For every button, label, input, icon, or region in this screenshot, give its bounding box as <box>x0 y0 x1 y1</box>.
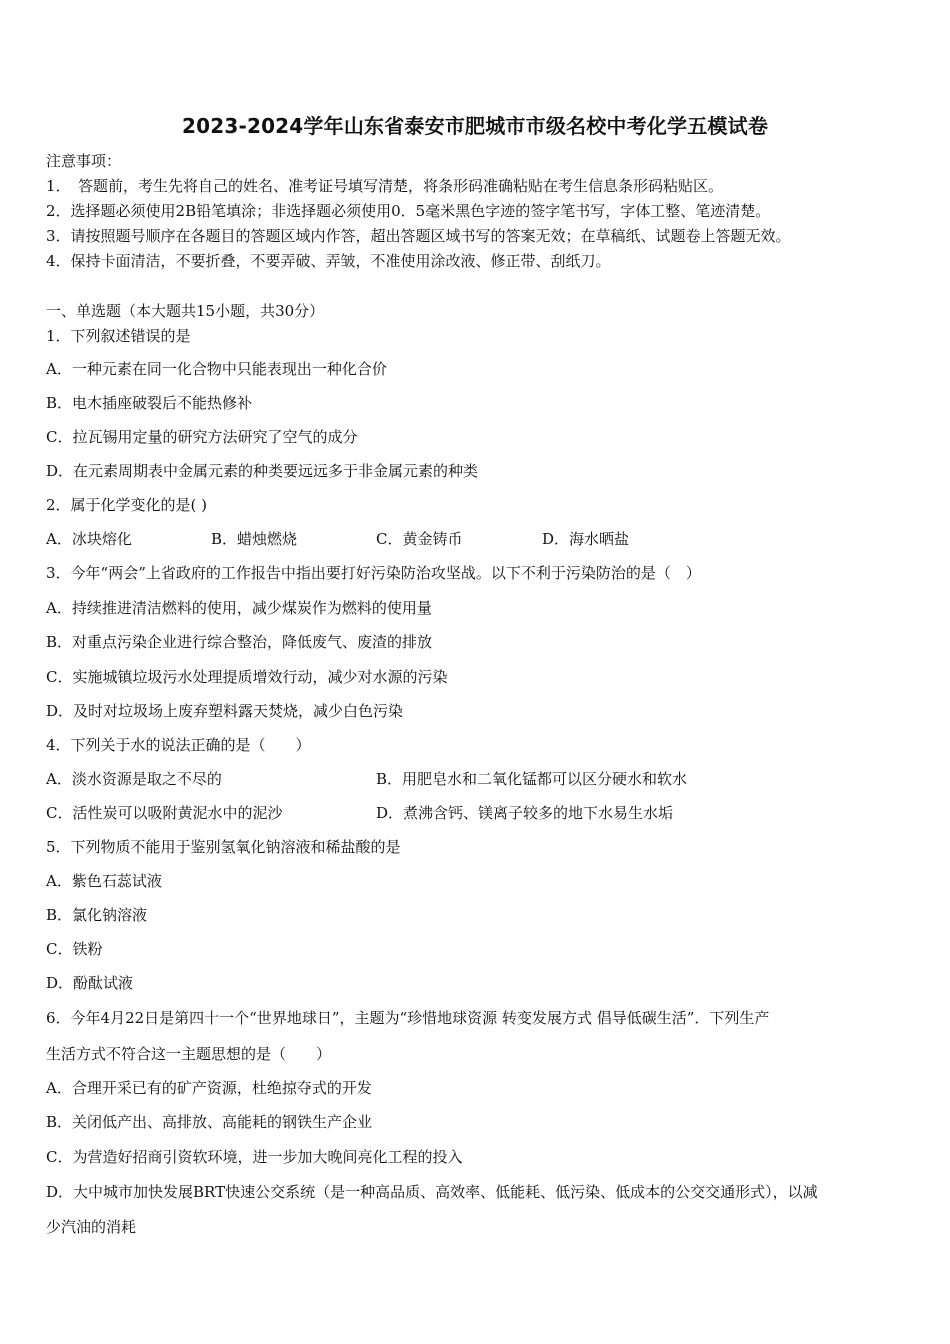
question-2-option-a: A．冰块熔化 <box>46 530 132 548</box>
question-1-option-c: C．拉瓦锡用定量的研究方法研究了空气的成分 <box>46 428 358 446</box>
question-4-option-d: D．煮沸含钙、镁离子较多的地下水易生水垢 <box>376 804 674 822</box>
notice-heading: 注意事项： <box>46 152 122 170</box>
question-1-option-b: B．电木插座破裂后不能热修补 <box>46 394 253 412</box>
question-1-stem: 1．下列叙述错误的是 <box>46 327 191 345</box>
question-4-option-a: A．淡水资源是取之不尽的 <box>46 770 222 788</box>
question-3-option-b: B．对重点污染企业进行综合整治，降低废气、废渣的排放 <box>46 633 433 651</box>
notice-item: 3．请按照题号顺序在各题目的答题区域内作答，超出答题区域书写的答案无效；在草稿纸、试题卷上答题无效。 <box>46 227 791 245</box>
exam-title: 2023-2024学年山东省泰安市肥城市市级名校中考化学五模试卷 <box>181 114 769 138</box>
question-6-option-b: B．关闭低产出、高排放、高能耗的钢铁生产企业 <box>46 1113 373 1131</box>
question-6-stem: 6．今年4月22日是第四十一个“世界地球日”，主题为“珍惜地球资源 转变发展方式 倡导低碳生活”．下列生产 <box>46 1009 770 1027</box>
question-5-option-d: D．酚酞试液 <box>46 974 134 992</box>
question-2-stem: 2．属于化学变化的是( ) <box>46 496 208 514</box>
question-6-stem-continued: 生活方式不符合这一主题思想的是（ ） <box>46 1045 332 1063</box>
question-5-option-c: C．铁粉 <box>46 940 103 958</box>
question-6-option-d: D．大中城市加快发展BRT快速公交系统（是一种高品质、高效率、低能耗、低污染、低成本的公交交通形式），以减 <box>46 1183 818 1201</box>
question-6-option-a: A．合理开采已有的矿产资源，杜绝掠夺式的开发 <box>46 1079 372 1097</box>
question-3-option-d: D．及时对垃圾场上废弃塑料露天焚烧，减少白色污染 <box>46 702 404 720</box>
question-4-option-b: B．用肥皂水和二氧化锰都可以区分硬水和软水 <box>376 770 688 788</box>
question-3-option-c: C．实施城镇垃圾污水处理提质增效行动，减少对水源的污染 <box>46 668 448 686</box>
question-4-stem: 4．下列关于水的说法正确的是（ ） <box>46 736 311 754</box>
question-6-option-c: C．为营造好招商引资软环境，进一步加大晚间亮化工程的投入 <box>46 1148 463 1166</box>
question-3-stem: 3．今年“两会”上省政府的工作报告中指出要打好污染防治攻坚战。以下不利于污染防治的是（ ） <box>46 564 701 582</box>
notice-item: 4．保持卡面清洁，不要折叠，不要弄破、弄皱，不准使用涂改液、修正带、刮纸刀。 <box>46 252 611 270</box>
question-2-option-b: B．蜡烛燃烧 <box>211 530 298 548</box>
notice-item: 2．选择题必须使用2B铅笔填涂；非选择题必须使用0．5毫米黑色字迹的签字笔书写，字体工整、笔迹清楚。 <box>46 202 771 220</box>
question-3-option-a: A．持续推进清洁燃料的使用，减少煤炭作为燃料的使用量 <box>46 599 432 617</box>
section-heading: 一、单选题（本大题共15小题，共30分） <box>46 302 325 320</box>
question-5-option-b: B．氯化钠溶液 <box>46 906 148 924</box>
question-1-option-a: A．一种元素在同一化合物中只能表现出一种化合价 <box>46 360 387 378</box>
question-5-stem: 5．下列物质不能用于鉴别氢氧化钠溶液和稀盐酸的是 <box>46 838 401 856</box>
question-2-option-c: C．黄金铸币 <box>376 530 463 548</box>
question-1-option-d: D．在元素周期表中金属元素的种类要远远多于非金属元素的种类 <box>46 462 479 480</box>
question-2-option-d: D．海水晒盐 <box>542 530 630 548</box>
question-4-option-c: C．活性炭可以吸附黄泥水中的泥沙 <box>46 804 283 822</box>
question-6-option-d-continued: 少汽油的消耗 <box>46 1218 137 1236</box>
notice-item: 1． 答题前，考生先将自己的姓名、准考证号填写清楚，将条形码准确粘贴在考生信息条形码粘贴区。 <box>46 177 724 195</box>
question-5-option-a: A．紫色石蕊试液 <box>46 872 162 890</box>
